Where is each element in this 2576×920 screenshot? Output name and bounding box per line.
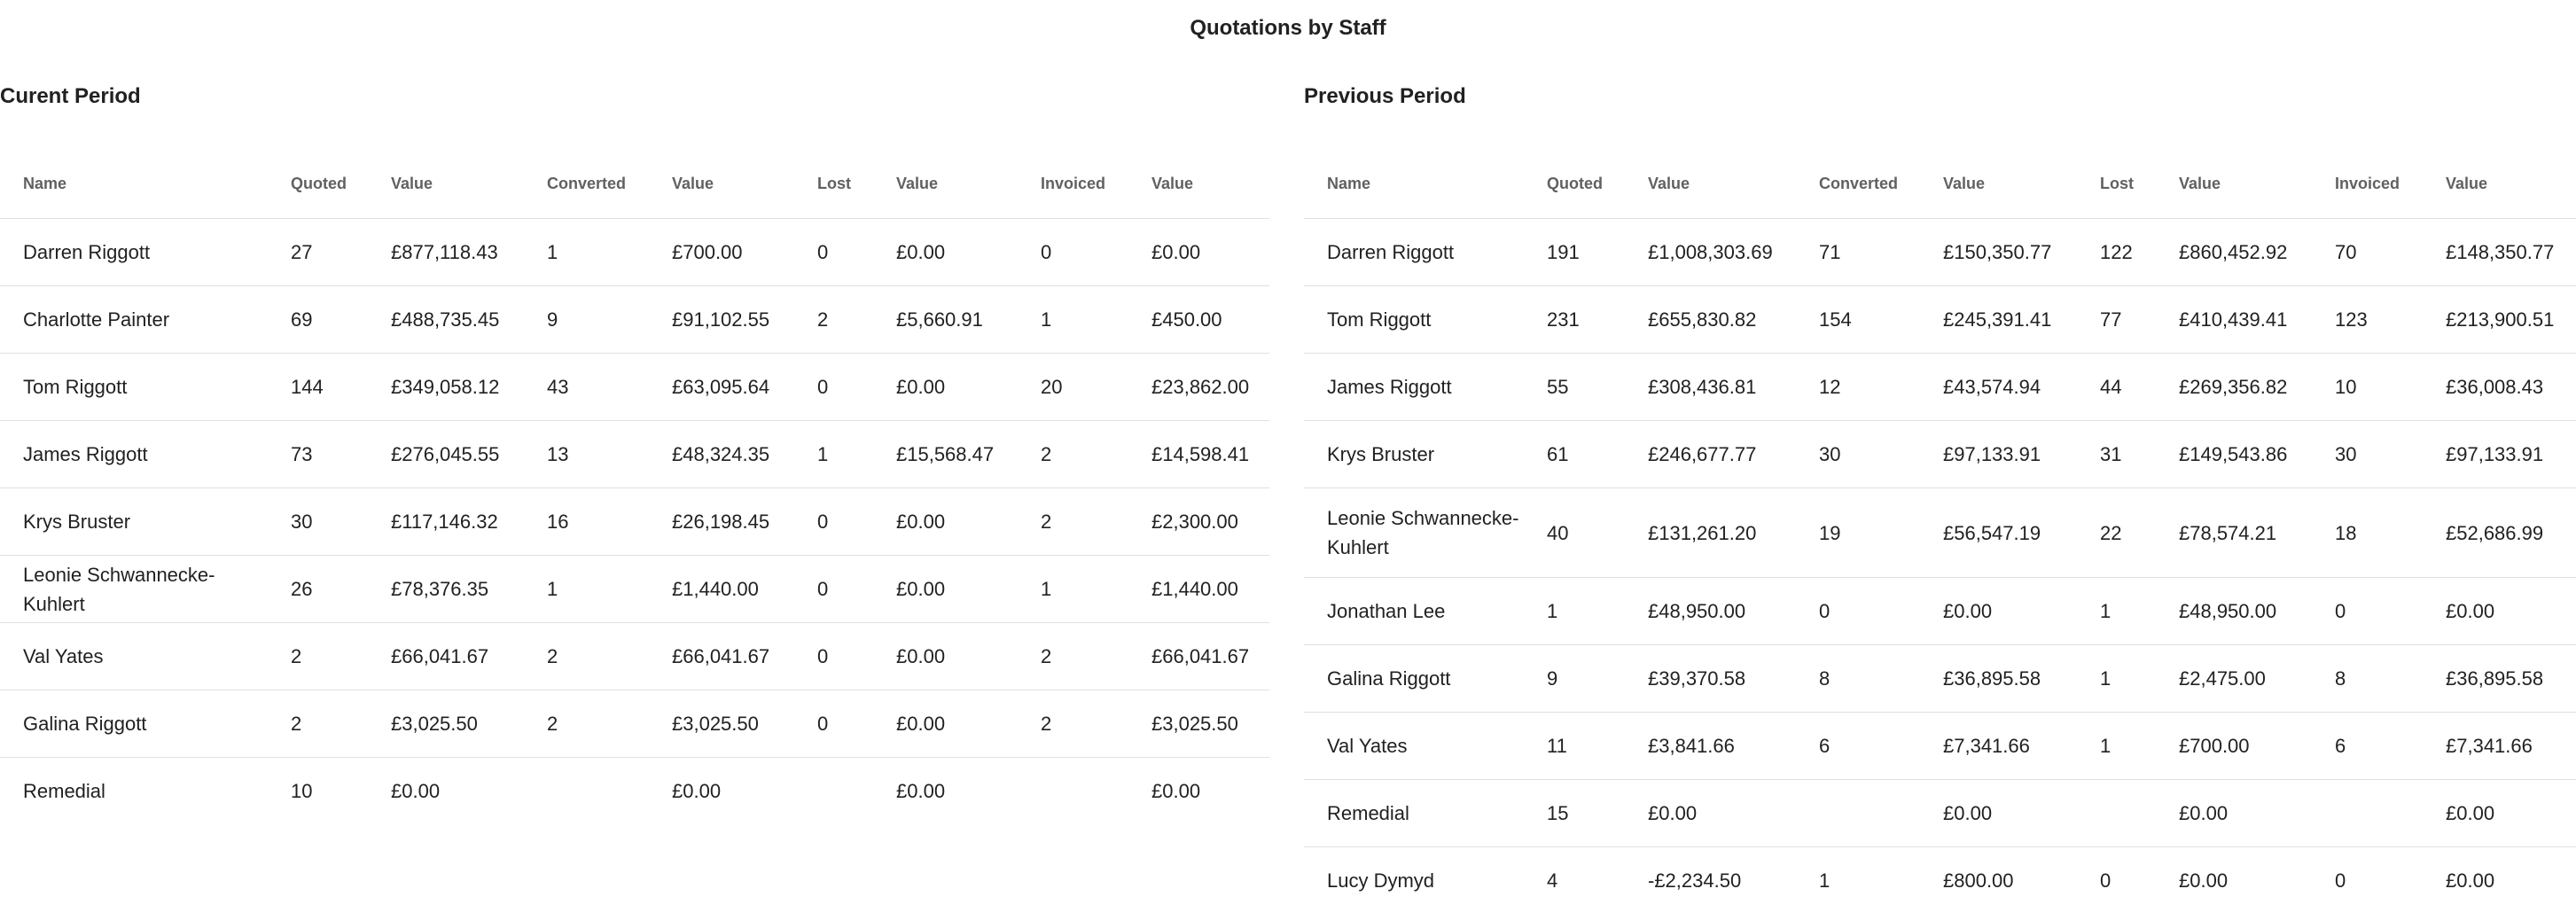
table-row[interactable]: [1304, 780, 2576, 847]
cell-lost-value: £269,356.82: [2156, 354, 2312, 421]
cell-name: Remedial: [1304, 780, 1524, 847]
cell-converted-value: £26,198.45: [649, 488, 794, 556]
cell-lost-value: £860,452.92: [2156, 219, 2312, 286]
cell-converted: 8: [1796, 645, 1920, 713]
cell-invoiced: 123: [2312, 286, 2423, 354]
cell-invoiced-value: £1,440.00: [1128, 556, 1269, 623]
cell-invoiced: [1018, 758, 1128, 825]
cell-quoted: 55: [1524, 354, 1625, 421]
cell-invoiced-value: £148,350.77: [2423, 219, 2576, 286]
cell-name: Galina Riggott: [1304, 645, 1524, 713]
table-header-row: [0, 150, 1269, 219]
cell-quoted-value: £117,146.32: [368, 488, 524, 556]
table-row[interactable]: [0, 219, 1269, 286]
cell-quoted-value: £0.00: [391, 780, 441, 803]
column-header-invoiced[interactable]: Invoiced: [1018, 150, 1128, 219]
cell-lost: 1: [2077, 645, 2156, 713]
cell-name: Tom Riggott: [1304, 286, 1524, 354]
cell-lost: 0: [794, 354, 873, 421]
cell-invoiced-value: £66,041.67: [1128, 623, 1269, 690]
cell-lost-value: £0.00: [873, 354, 1018, 421]
table-row[interactable]: [1304, 219, 2576, 286]
cell-quoted-value: £39,370.58: [1625, 645, 1796, 713]
column-header-lost-value[interactable]: Value: [2156, 150, 2312, 219]
cell-quoted: 2: [268, 623, 368, 690]
cell-invoiced-value: £7,341.66: [2423, 713, 2576, 780]
cell-quoted-value: £488,735.45: [368, 286, 524, 354]
cell-lost: 0: [794, 623, 873, 690]
table-row[interactable]: [0, 758, 1269, 825]
cell-quoted: 11: [1524, 713, 1625, 780]
cell-name: Leonie Schwannecke-Kuhlert: [1304, 488, 1524, 578]
table-row[interactable]: [0, 286, 1269, 354]
cell-quoted: 10: [291, 780, 313, 803]
table-row[interactable]: [0, 488, 1269, 556]
cell-lost-value: £5,660.91: [873, 286, 1018, 354]
cell-name: Val Yates: [0, 623, 268, 690]
cell-quoted-value: £3,025.50: [368, 690, 524, 758]
table-row[interactable]: [1304, 488, 2576, 578]
cell-invoiced-value: £14,598.41: [1128, 421, 1269, 488]
cell-lost: 2: [794, 286, 873, 354]
cell-invoiced-value: £3,025.50: [1128, 690, 1269, 758]
cell-converted-value: £43,574.94: [1920, 354, 2077, 421]
cell-quoted-value: £655,830.82: [1625, 286, 1796, 354]
cell-converted: 154: [1796, 286, 1920, 354]
cell-converted-value: £91,102.55: [649, 286, 794, 354]
cell-name: James Riggott: [1304, 354, 1524, 421]
cell-invoiced: 1: [1018, 286, 1128, 354]
cell-converted: 71: [1796, 219, 1920, 286]
cell-name: Lucy Dymyd: [1327, 869, 1435, 893]
cell-name: Remedial: [23, 780, 105, 803]
cell-lost-value: £410,439.41: [2156, 286, 2312, 354]
column-header-quoted[interactable]: Quoted: [268, 150, 368, 219]
cell-quoted: 40: [1524, 488, 1625, 578]
table-header-row: [1304, 150, 2576, 219]
table-row[interactable]: [0, 623, 1269, 690]
cell-lost-value: £48,950.00: [2156, 578, 2312, 645]
cell-converted: 16: [524, 488, 649, 556]
cell-quoted: 69: [268, 286, 368, 354]
table-row[interactable]: [1304, 645, 2576, 713]
table-row[interactable]: [1304, 713, 2576, 780]
cell-invoiced: 1: [1018, 556, 1128, 623]
column-header-name[interactable]: Name: [0, 150, 268, 219]
column-header-converted[interactable]: Converted: [1796, 150, 1920, 219]
table-row[interactable]: [0, 421, 1269, 488]
cell-quoted-value: £308,436.81: [1625, 354, 1796, 421]
cell-lost-value: £0.00: [873, 690, 1018, 758]
column-header-converted-value[interactable]: Value: [1920, 150, 2077, 219]
cell-invoiced-value: £36,895.58: [2423, 645, 2576, 713]
cell-quoted-value: £131,261.20: [1625, 488, 1796, 578]
cell-invoiced-value: £213,900.51: [2423, 286, 2576, 354]
table-row[interactable]: [1304, 421, 2576, 488]
cell-invoiced: 10: [2312, 354, 2423, 421]
cell-converted: 12: [1796, 354, 1920, 421]
cell-converted: 9: [524, 286, 649, 354]
cell-name: James Riggott: [0, 421, 268, 488]
column-header-quoted-value[interactable]: Value: [368, 150, 524, 219]
cell-invoiced: 2: [1018, 623, 1128, 690]
column-header-converted[interactable]: Converted: [524, 150, 649, 219]
cell-quoted: 61: [1524, 421, 1625, 488]
cell-invoiced: 30: [2312, 421, 2423, 488]
previous-period-table: [1304, 150, 2576, 915]
column-header-lost[interactable]: Lost: [2077, 150, 2156, 219]
column-header-invoiced-value[interactable]: Value: [1128, 150, 1269, 219]
cell-quoted: 27: [268, 219, 368, 286]
cell-lost: 31: [2077, 421, 2156, 488]
cell-lost-value: £0.00: [896, 780, 946, 803]
cell-lost-value: £0.00: [873, 488, 1018, 556]
cell-lost-value: £149,543.86: [2156, 421, 2312, 488]
cell-invoiced: 0: [2335, 869, 2346, 893]
cell-quoted: 73: [268, 421, 368, 488]
cell-invoiced: 8: [2312, 645, 2423, 713]
cell-lost: [794, 758, 873, 825]
cell-converted: 2: [524, 623, 649, 690]
cell-quoted: 4: [1547, 869, 1558, 893]
cell-invoiced: 20: [1018, 354, 1128, 421]
column-header-quoted[interactable]: Quoted: [1524, 150, 1625, 219]
cell-lost: 0: [2100, 869, 2112, 893]
cell-converted-value: £48,324.35: [649, 421, 794, 488]
cell-converted: 30: [1796, 421, 1920, 488]
current-period-table: [0, 150, 1269, 825]
cell-lost: 0: [794, 488, 873, 556]
cell-converted-value: £1,440.00: [649, 556, 794, 623]
cell-lost: 0: [794, 219, 873, 286]
cell-invoiced: 0: [2312, 578, 2423, 645]
cell-quoted-value: £276,045.55: [368, 421, 524, 488]
cell-converted: 1: [524, 219, 649, 286]
cell-quoted-value: £877,118.43: [368, 219, 524, 286]
cell-invoiced-value: £0.00: [1128, 219, 1269, 286]
cell-name: Jonathan Lee: [1304, 578, 1524, 645]
cell-quoted-value: £246,677.77: [1625, 421, 1796, 488]
cell-lost: 1: [794, 421, 873, 488]
column-header-lost-value[interactable]: Value: [873, 150, 1018, 219]
cell-invoiced-value: £97,133.91: [2423, 421, 2576, 488]
cell-quoted: 231: [1524, 286, 1625, 354]
cell-lost-value: £78,574.21: [2156, 488, 2312, 578]
cell-lost: 44: [2077, 354, 2156, 421]
cell-lost: 0: [794, 690, 873, 758]
cell-invoiced: 70: [2312, 219, 2423, 286]
cell-invoiced: 2: [1018, 488, 1128, 556]
table-row[interactable]: [1304, 286, 2576, 354]
cell-quoted-value: £1,008,303.69: [1625, 219, 1796, 286]
table-row[interactable]: [1304, 847, 2576, 915]
cell-converted: 0: [1796, 578, 1920, 645]
column-header-invoiced[interactable]: Invoiced: [2312, 150, 2423, 219]
cell-converted-value: £63,095.64: [649, 354, 794, 421]
cell-invoiced: [2312, 780, 2423, 847]
cell-invoiced: 2: [1018, 690, 1128, 758]
cell-converted-value: £0.00: [672, 780, 722, 803]
cell-quoted: 1: [1524, 578, 1625, 645]
cell-name: Krys Bruster: [0, 488, 268, 556]
cell-converted-value: £56,547.19: [1920, 488, 2077, 578]
cell-lost-value: £0.00: [873, 556, 1018, 623]
cell-converted: 6: [1796, 713, 1920, 780]
table-row[interactable]: [0, 556, 1269, 623]
table-row[interactable]: [1304, 354, 2576, 421]
cell-lost-value: £0.00: [873, 219, 1018, 286]
cell-invoiced-value: £450.00: [1128, 286, 1269, 354]
cell-converted: 19: [1796, 488, 1920, 578]
cell-name: Charlotte Painter: [0, 286, 268, 354]
cell-converted-value: £0.00: [1920, 780, 2077, 847]
page-title: Quotations by Staff: [1190, 16, 1386, 40]
cell-invoiced-value: £0.00: [2446, 869, 2495, 893]
cell-name: Krys Bruster: [1304, 421, 1524, 488]
column-header-converted-value[interactable]: Value: [649, 150, 794, 219]
cell-invoiced-value: £2,300.00: [1128, 488, 1269, 556]
previous-period-title: Previous Period: [1304, 84, 1466, 108]
cell-quoted: 15: [1524, 780, 1625, 847]
cell-converted: 2: [524, 690, 649, 758]
cell-invoiced: 18: [2312, 488, 2423, 578]
cell-quoted-value: £349,058.12: [368, 354, 524, 421]
table-row[interactable]: [0, 354, 1269, 421]
cell-lost: 22: [2077, 488, 2156, 578]
cell-converted-value: £3,025.50: [649, 690, 794, 758]
cell-converted-value: £800.00: [1943, 869, 2014, 893]
cell-invoiced-value: £0.00: [2423, 578, 2576, 645]
cell-converted: 43: [524, 354, 649, 421]
cell-lost-value: £0.00: [2179, 869, 2229, 893]
cell-lost: [2077, 780, 2156, 847]
cell-quoted-value: £3,841.66: [1625, 713, 1796, 780]
cell-quoted: 191: [1524, 219, 1625, 286]
cell-invoiced: 0: [1018, 219, 1128, 286]
cell-name: Darren Riggott: [0, 219, 268, 286]
cell-quoted-value: £48,950.00: [1625, 578, 1796, 645]
cell-lost-value: £700.00: [2156, 713, 2312, 780]
cell-converted-value: £36,895.58: [1920, 645, 2077, 713]
cell-invoiced: 6: [2312, 713, 2423, 780]
table-row[interactable]: [0, 690, 1269, 758]
cell-lost-value: £15,568.47: [873, 421, 1018, 488]
cell-lost: 1: [2077, 713, 2156, 780]
cell-invoiced: 2: [1018, 421, 1128, 488]
cell-quoted-value: -£2,234.50: [1648, 869, 1742, 893]
cell-lost-value: £0.00: [2156, 780, 2312, 847]
cell-invoiced-value: £23,862.00: [1128, 354, 1269, 421]
cell-converted: 13: [524, 421, 649, 488]
cell-converted-value: £66,041.67: [649, 623, 794, 690]
cell-lost: 122: [2077, 219, 2156, 286]
cell-converted: [524, 758, 649, 825]
cell-name: Darren Riggott: [1304, 219, 1524, 286]
cell-lost-value: £2,475.00: [2156, 645, 2312, 713]
cell-converted-value: £700.00: [649, 219, 794, 286]
cell-invoiced-value: £36,008.43: [2423, 354, 2576, 421]
cell-converted-value: £245,391.41: [1920, 286, 2077, 354]
cell-invoiced-value: £52,686.99: [2423, 488, 2576, 578]
cell-converted-value: £150,350.77: [1920, 219, 2077, 286]
cell-name: Tom Riggott: [0, 354, 268, 421]
cell-name: Val Yates: [1304, 713, 1524, 780]
cell-quoted-value: £0.00: [1625, 780, 1796, 847]
cell-quoted: 144: [268, 354, 368, 421]
current-period-title: Curent Period: [0, 84, 141, 108]
cell-quoted: 30: [268, 488, 368, 556]
cell-name: Galina Riggott: [0, 690, 268, 758]
cell-lost: 77: [2077, 286, 2156, 354]
cell-quoted: 26: [268, 556, 368, 623]
cell-quoted-value: £78,376.35: [368, 556, 524, 623]
cell-quoted-value: £66,041.67: [368, 623, 524, 690]
cell-converted-value: £0.00: [1920, 578, 2077, 645]
cell-name: Leonie Schwannecke-Kuhlert: [0, 556, 268, 623]
cell-converted: 1: [524, 556, 649, 623]
cell-invoiced-value: £0.00: [1151, 780, 1201, 803]
cell-lost-value: £0.00: [873, 623, 1018, 690]
cell-converted: [1796, 780, 1920, 847]
cell-converted: 1: [1819, 869, 1831, 893]
column-header-lost[interactable]: Lost: [794, 150, 873, 219]
column-header-invoiced-value[interactable]: Value: [2423, 150, 2576, 219]
column-header-name[interactable]: Name: [1304, 150, 1524, 219]
cell-converted-value: £7,341.66: [1920, 713, 2077, 780]
cell-lost: 0: [794, 556, 873, 623]
table-row[interactable]: [1304, 578, 2576, 645]
column-header-quoted-value[interactable]: Value: [1625, 150, 1796, 219]
cell-quoted: 2: [268, 690, 368, 758]
cell-invoiced-value: £0.00: [2423, 780, 2576, 847]
cell-converted-value: £97,133.91: [1920, 421, 2077, 488]
cell-lost: 1: [2077, 578, 2156, 645]
cell-quoted: 9: [1524, 645, 1625, 713]
